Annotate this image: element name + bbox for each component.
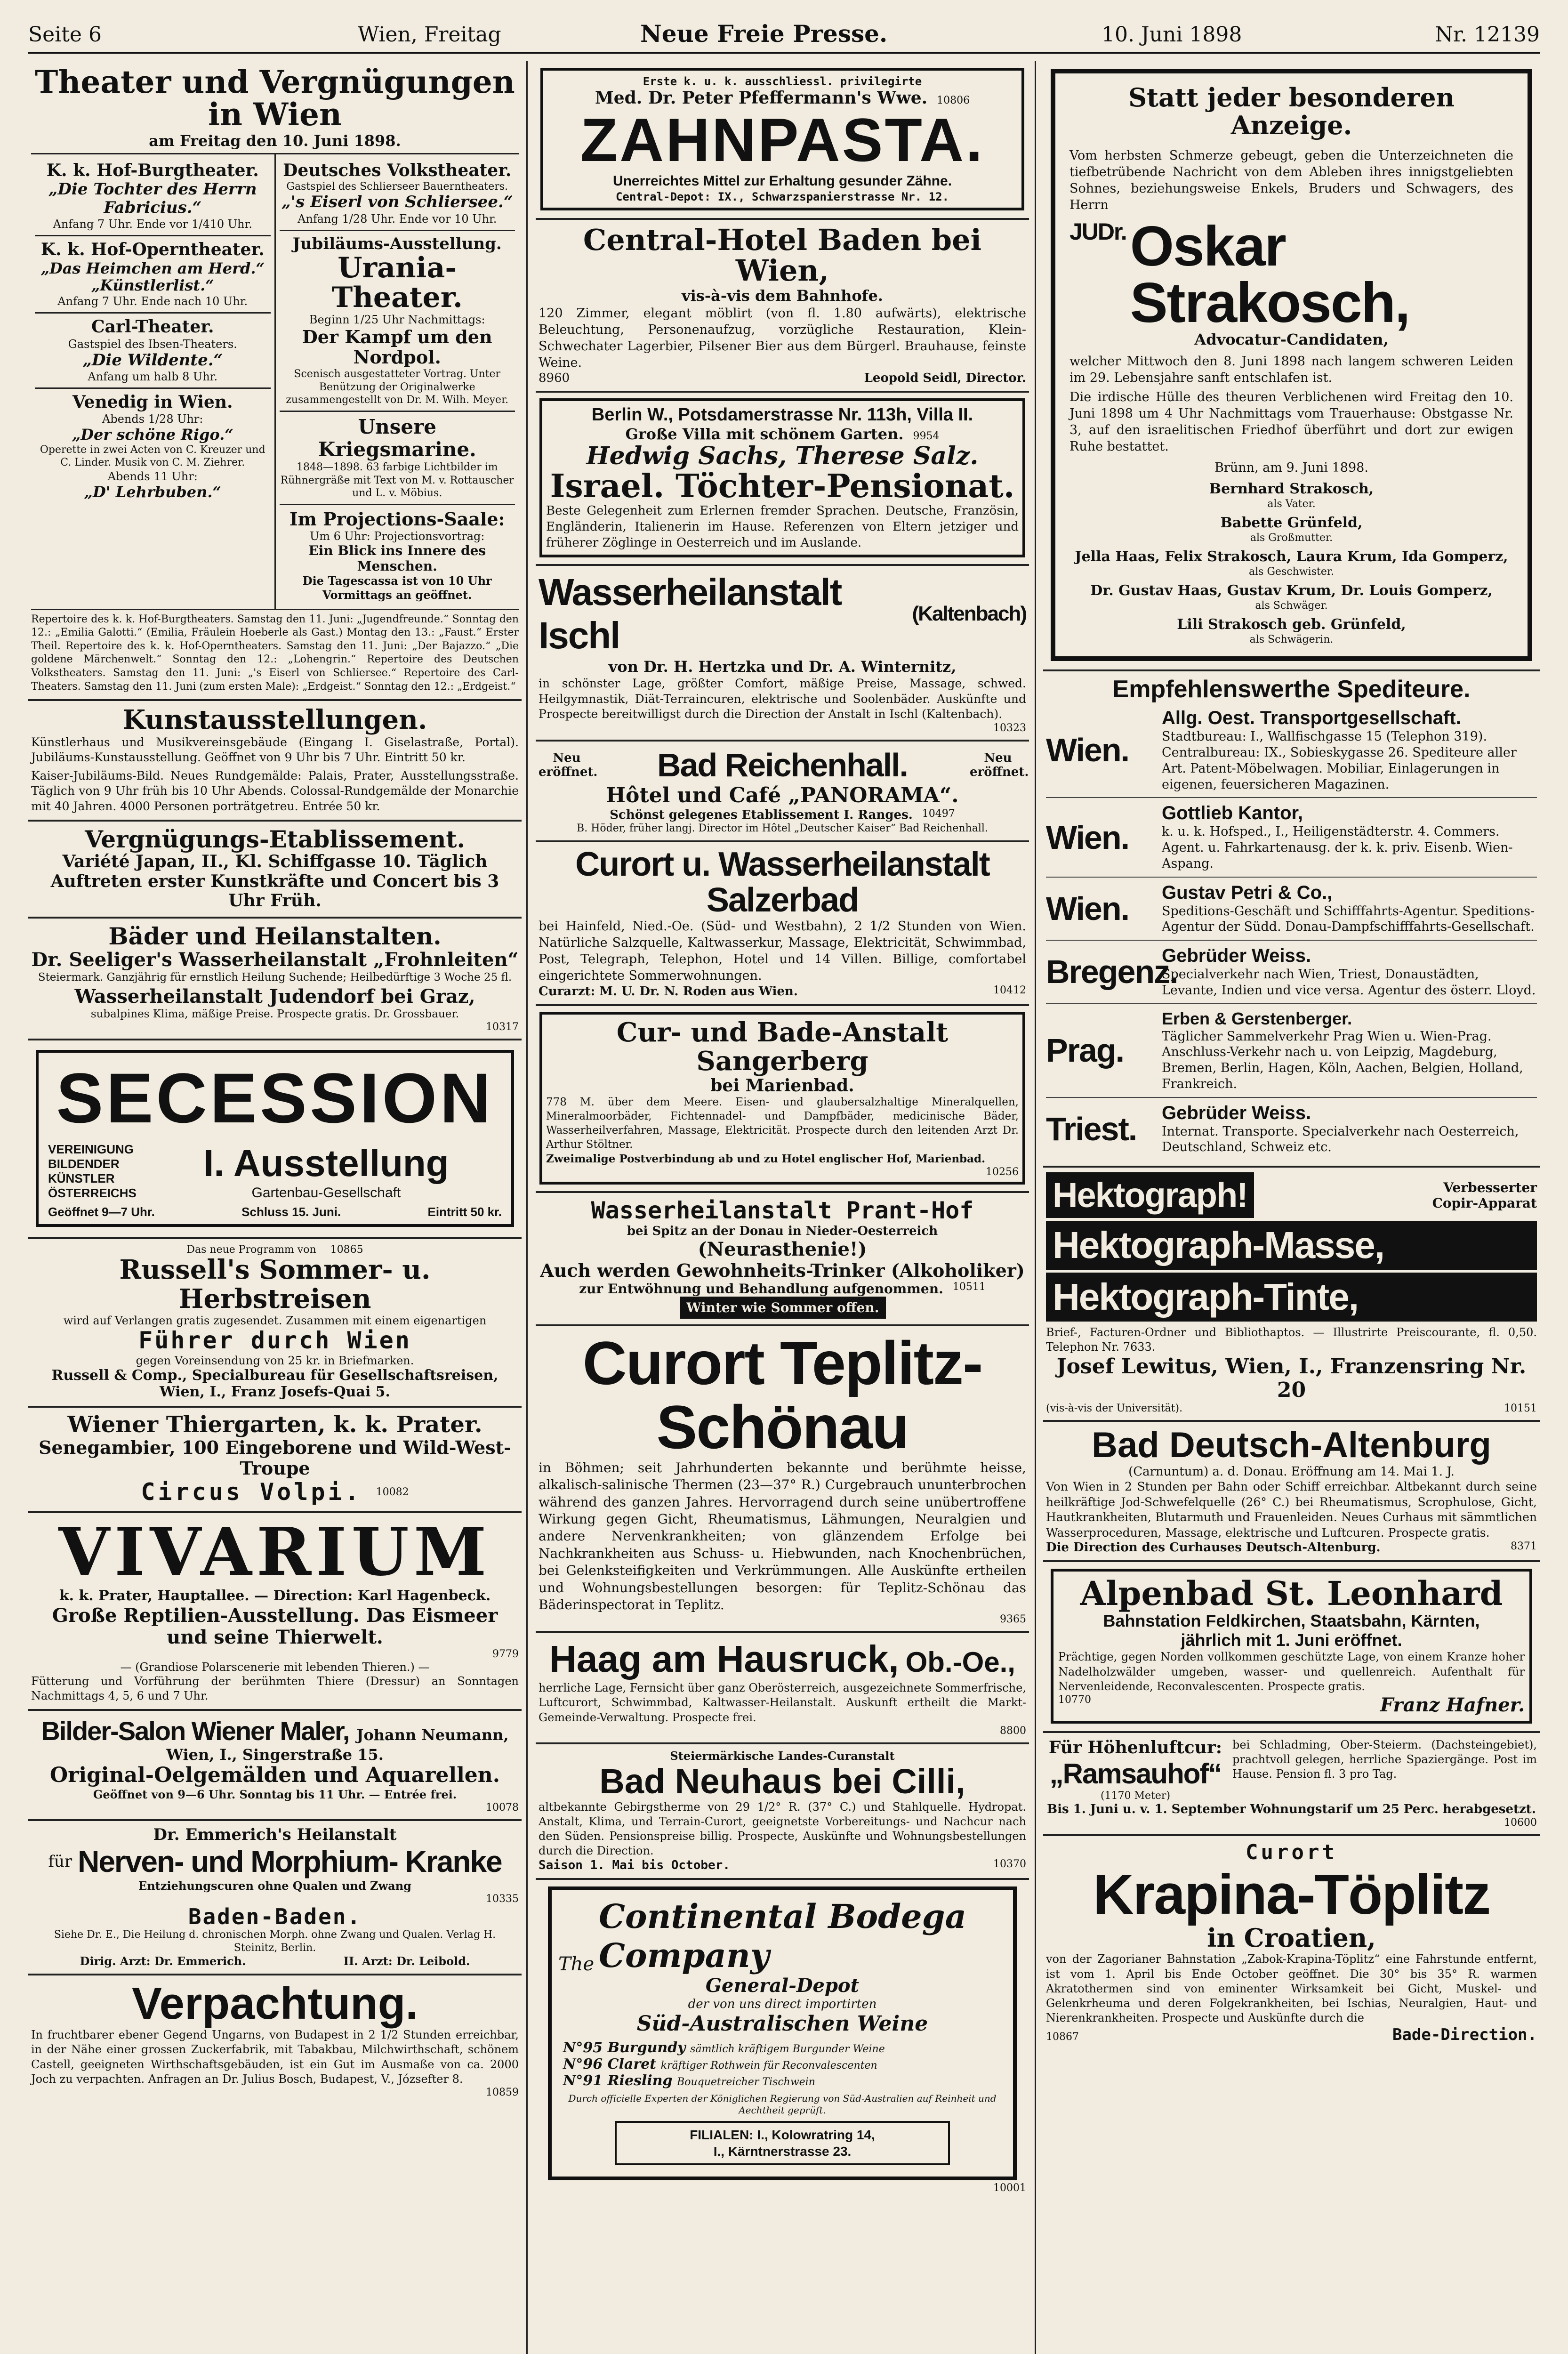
list-item: Wien. Gottlieb Kantor, k. u. k. Hofsped., I., Heiligenstädterstr. 4. Commers. Agent. u. Fahrkartenausg. der k. k. priv. Eisenb. Wien-Aspang. xyxy=(1046,798,1537,877)
sangerberg-ad: Cur- und Bade-Anstalt Sangerberg bei Marienbad. 778 M. über dem Meere. Eisen- und glaubersalzhaltige Mineralquellen, Mineralmoorbäder, Fichtennadel- und Dampfbäder, medicinische Bäder, Wasserheilverfahren, Massage, Elektricität. Prospecte durch den leitenden Arzt Dr. Arthur Stöltner. Zweimalige Postverbindung ab und zu Hotel englischer Hof, Marienbad. 10256 xyxy=(536,1006,1029,1193)
header-date: 10. Juni 1898 xyxy=(1102,23,1242,47)
theater-subtitle: am Freitag den 10. Juni 1898. xyxy=(149,131,401,150)
venedig-in-wien: Venedig in Wien. Abends 1/28 Uhr: „Der schöne Rigo.“ Operette in zwei Acten von C. Kreuzer und C. Linder. Musik von C. M. Ziehrer. Abends 11 Uhr: „D' Lehrbuben.“ xyxy=(40,392,265,501)
reichenhall-ad: Neu eröffnet. Bad Reichenhall. Neu eröffnet. Hôtel und Café „PANORAMA“. Schönst gelegenes Etablissement I. Ranges. 10497 B. Höder, früher langj. Director im Hôtel „Deutscher Kaiser“ Bad Reichenhall. xyxy=(536,742,1029,842)
neuhaus-ad: Steiermärkische Landes-Curanstalt Bad Neuhaus bei Cilli, altbekannte Gebirgstherme von 29 1/2° R. (37° C.) und Stahlquelle. Hydropat. Anstalt, Klima, und Terrain-Curort, geeignetste Vorbereitungs- und Nachcur nach den Süden. Pensionspreise billig. Prospecte, Auskünfte und Wohnungsbestellungen durch die Direction. Saison 1. Mai bis October. 10370 xyxy=(536,1744,1029,1880)
masthead: Neue Freie Presse. xyxy=(640,20,888,48)
volkstheater: Deutsches Volkstheater. Gastspiel des Schlierseer Bauerntheaters. „'s Eiserl von Schliersee.“ Anfang 1/28 Uhr. Ende vor 10 Uhr. xyxy=(280,157,515,231)
carltheater: Carl-Theater. Gastspiel des Ibsen-Theaters. „Die Wildente.“ Anfang um halb 8 Uhr. xyxy=(35,314,271,388)
krapina-ad: Curort Krapina-Töplitz in Croatien, von der Zagorianer Bahnstation „Zabok-Krapina-Töplitz“ eine Fahrstunde entfernt, ist vom 1. April bis Ende October geöffnet. Die 30° bis 35° R. warmen Akratothermen sind von eminenter Wirksamkeit bei Gicht, Muskel- und Gelenkrheuma und deren Folgekrankheiten, bei Ischias, Neuralgien, Haut- und Nierenkrankheiten. Prospecte und Auskünfte durch die 10867 Bade-Direction. xyxy=(1046,1840,1537,2045)
burgtheater: K. k. Hof-Burgtheater. „Die Tochter des Herrn Fabricius.“ Anfang 7 Uhr. Ende vor 1/410 Uhr. xyxy=(35,157,271,237)
list-item: Wien. Allg. Oest. Transportgesellschaft. Stadtbureau: I., Wallfischgasse 15 (Telephon 319). Centralbureau: IX., Sobieskygasse 26. Spediteure aller Art. Patent-Möbelwagen. Mobiliar, Einlagerungen in eigenen, feuersicheren Magazinen. xyxy=(1046,703,1537,798)
list-item: Prag. Erben & Gerstenberger. Täglicher Sammelverkehr Prag Wien u. Wien-Prag. Anschluss-Verkehr nach u. von Leipzig, Magdeburg, Bremen, Berlin, Hagen, Köln, Aachen, Belgien, Holland, Frankreich. xyxy=(1046,1004,1537,1098)
salzerbad-ad: Curort u. Wasserheilanstalt Salzerbad bei Hainfeld, Nied.-Oe. (Süd- und Westbahn), 2 1/2 Stunden von Wien. Natürliche Salzquelle, Kaltwasserkur, Massage, Elektricität, Schwimmbad, Post, Telegraph, Telephon, Hotel und 14 Villen. Billige, comfortabel eingerichtete Sommerwohnungen. Curarzt: M. U. Dr. N. Roden aus Wien. 10412 xyxy=(536,842,1029,1006)
repertoire: Repertoire des k. k. Hof-Burgtheaters. Samstag den 11. Juni: „Jugendfreunde.“ Sonntag den 12.: „Emilia Galotti.“ (Emilia, Fräulein Hoeberle als Gast.) Montag den 13.: „Faust.“ Erster Theil. Repertoire des k. k. Hof-Operntheaters. Samstag den 11. Juni: „Der Bajazzo.“ „Die goldene Märchenwelt.“ Sonntag den 12.: „Lohengrin.“ Repertoire des Deutschen Volkstheaters. Samstag den 11. Juni: „'s Eiserl von Schliersee.“ Repertoire des Carl-Theaters. Samstag den 11. Juni (zum ersten Male): „Erdgeist.“ Sonntag den 12.: „Erdgeist.“ xyxy=(31,609,519,694)
ramsauhof-ad: Für Höhenluftcur: „Ramsauhof“ (1170 Meter) bei Schladming, Ober-Steierm. (Dachsteingebiet), prachtvoll gelegen, herrliche Spaziergänge. Post im Hause. Pension fl. 3 pro Tag. Bis 1. Juni u. v. 1. September Wohnungstarif um 25 Perc. herabgesetzt. 10600 xyxy=(1043,1733,1540,1837)
urania-theater: Jubiläums-Ausstellung. Urania-Theater. Beginn 1/25 Uhr Nachmittags: Der Kampf um den Nordpol. Scenisch ausgestatteter Vortrag. Unter Benützung der Originalwerke zusammengestellt von Dr. M. Wilh. Meyer. xyxy=(280,231,515,412)
tiergarten-ad: Wiener Thiergarten, k. k. Prater. Senegambier, 100 Eingeborene und Wild-West-Troupe Circus Volpi. 10082 xyxy=(28,1408,522,1513)
column-rule-2 xyxy=(1035,61,1036,2354)
zahnpasta-ad: Erste k. u. k. ausschliessl. privilegirte Med. Dr. Peter Pfeffermann's Wwe. 10806 ZAHNPASTA. Unerreichtes Mittel zur Erhaltung gesunder Zähne. Central-Depot: IX., Schwarzspanierstrasse Nr. 12. xyxy=(536,61,1029,220)
column-rule-1 xyxy=(526,61,528,2354)
baeder-heilanstalten: Bäder und Heilanstalten. Dr. Seeliger's Wasserheilanstalt „Frohnleiten“ Steiermark. Ganzjährig für ernstlich Heilung Suchende; Heilbedürftige 3 Woche 25 fl. Wasserheilanstalt Judendorf bei Graz, subalpines Klima, mäßige Preise. Prospecte gratis. Dr. Grossbauer. 10317 xyxy=(28,919,522,1041)
list-item: Bregenz. Gebrüder Weiss. Specialverkehr nach Wien, Triest, Donaustädten, Levante, Indien und vice versa. Agentur des österr. Lloyd. xyxy=(1046,941,1537,1004)
teplitz-ad: Curort Teplitz-Schönau in Böhmen; seit Jahrhunderten bekannte und berühmte heisse, alkalisch-salinische Thermen (23—37° R.) Curgebrauch ununterbrochen während des ganzen Jahres. Hervorragend durch seine unübertroffene Wirkung gegen Gicht, Rheumatismus, Lähmungen, Neuralgien und andere Nervenkrankheiten; von glänzendem Erfolge bei Nachkrankheiten aus Schuss- u. Hiebwunden, nach Knochenbrüchen, bei Gelenksteifigkeiten und Verkrümmungen. Alle Auskünfte ertheilen und Wohnungsbestellungen besorgen: für Teplitz-Schönau das Bäderinspectorat in Teplitz. 9365 xyxy=(536,1326,1029,1633)
vergnuegungs-etablissement: Vergnügungs-Etablissement. Variété Japan, II., Kl. Schiffgasse 10. Täglich Auftreten erster Kunstkräfte und Concert bis 3 Uhr Früh. xyxy=(28,822,522,918)
page-header xyxy=(28,14,1540,54)
list-item: Triest. Gebrüder Weiss. Internat. Transporte. Specialverkehr nach Oesterreich, Deutschland, Schweiz etc. xyxy=(1046,1102,1519,1155)
column-middle xyxy=(536,61,1029,2354)
list-item: Wien. Gustav Petri & Co., Speditions-Geschäft und Schifffahrts-Agentur. Speditions-Agentur der Südd. Donau-Dampfschifffahrts-Gesellschaft. xyxy=(1046,878,1537,941)
theater-title: Theater und Vergnügungen in Wien xyxy=(35,64,515,133)
leonhard-ad: Alpenbad St. Leonhard Bahnstation Feldkirchen, Staatsbahn, Kärnten, jährlich mit 1. Juni eröffnet. Prächtige, gegen Norden vollkommen geschützte Lage, von einem Kranze hoher Nadelholzwälder umgeben, wasser- und quellenreich. Aufenthalt für Nervenleidende, Reconvalescenten. Prospecte gratis. 10770 Franz Hafner. xyxy=(1043,1562,1540,1733)
issue-number: Nr. 12139 xyxy=(1435,23,1540,47)
pensionat-ad: Berlin W., Potsdamerstrasse Nr. 113h, Villa II. Große Villa mit schönem Garten. 9954 Hedwig Sachs, Therese Salz. Israel. Töchter-Pensionat. Beste Gelegenheit zum Erlernen fremder Sprachen. Deutsche, Französin, Engländerin, Italienerin im Hause. Referenzen von Eltern jetziger und früherer Zöglinge in Oesterreich und im Auslande. xyxy=(536,393,1029,566)
theater-listings xyxy=(28,61,522,701)
spediteure-list: Empfehlenswerthe Spediteure. Wien. Allg. Oest. Transportgesellschaft. Stadtbureau: I., Wallfischgasse 15 (Telephon 319). Centralbureau: IX., Sobieskygasse 26. Spediteure aller Art. Patent-Möbelwagen. Mobiliar, Einlagerungen in eigenen, feuersicheren Magazinen. Wien. Gottlieb Kantor, k. u. k. Hofsped., I., Heiligenstädterstr. 4. Commers. Agent. u. Fahrkartenausg. der k. k. priv. Eisenb. Wien-Aspang. Wien. Gustav Petri & Co., Speditions-Geschäft und Schifffahrts-Agentur. Speditions-Agentur der Südd. Donau-Dampfschifffahrts-Gesellschaft. Bregenz. Gebrüder Weiss. Specialverkehr nach Wien, Triest, Donaustädten, Levante, Indien und vice versa. Agentur des österr. Lloyd. Prag. Erben & Gerstenberger. Täglicher Sammelverkehr Prag Wien u. Wien-Prag. Anschluss-Verkehr nach u. von Leipzig, Magdeburg, Bremen, Berlin, Hagen, Köln, Aachen, Belgien, Holland, Frankreich. Triest. Gebrüder Weiss. Internat. Transporte. Specialverkehr nach Oesterreich, Deutschland, Schweiz etc. xyxy=(1043,671,1540,1168)
maler-ad: Bilder-Salon Wiener Maler, Johann Neumann, Wien, I., Singerstraße 15. Original-Oelgemälden und Aquarellen. Geöffnet von 9—6 Uhr. Sonntag bis 11 Uhr. — Entrée frei. 10078 xyxy=(28,1711,522,1821)
vivarium-ad: VIVARIUM k. k. Prater, Hauptallee. — Direction: Karl Hagenbeck. Große Reptilien-Ausstellung. Das Eismeer und seine Thierwelt. 9779 — (Grandiose Polarscenerie mit lebenden Thieren.) — Fütterung und Vorführung der berühmten Thiere (Dressur) an Sonntagen Nachmittags 4, 5, 6 und 7 Uhr. xyxy=(28,1513,522,1711)
verpachtung-ad: Verpachtung. In fruchtbarer ebener Gegend Ungarns, von Budapest in 2 1/2 Stunden erreichbar, in der Nähe einer grossen Zuckerfabrik, mit Tabakbau, Milchwirthschaft, schönem Castell, geeigneten Wirthschaftsgebäuden, ist ein Gut im Ausmaße von ca. 2000 Joch zu verpachten. Anfragen an Dr. Julius Bosch, Budapest, V., Józsefter 8. 10859 xyxy=(31,1978,519,2098)
kunstausstellungen: Kunstausstellungen. Künstlerhaus und Musikvereinsgebäude (Eingang I. Giselastraße, Portal). Jubiläums-Kunstausstellung. Geöffnet von 9 Uhr bis 7 Uhr. Eintritt 50 kr. Kaiser-Jubiläums-Bild. Neues Rundgemälde: Palais, Prater, Ausstellungsstraße. Täglich von 9 Uhr früh bis 10 Uhr Abends. Colossal-Rundgemälde der Monarchie mit 40 Jahren. 4000 Personen porträtgetreu. Entrée 50 kr. xyxy=(28,701,522,822)
bodega-ad: The Continental Bodega Company General-Depot der von uns direct importirten Süd-Australischen Weine N°95 Burgundy sämtlich kräftigem Burgunder Weine N°96 Claret kräftiger Rothwein für Reconvalescenten N°91 Riesling Bouquetreicher Tischwein Durch officielle Experten der Königlichen Regierung von Süd-Australien auf Reinheit und Aechtheit geprüft. FILIALEN: I., Kolowratring 14, I., Kärntnerstrasse 23. 10001 xyxy=(536,1880,1029,2200)
russell-ad: Das neue Programm von 10865 Russell's Sommer- u. Herbstreisen wird auf Verlangen gratis zugesendet. Zusammen mit einem eigenartigen Führer durch Wien gegen Voreinsendung von 25 kr. in Briefmarken. Russell & Comp., Specialbureau für Gesellschaftsreisen, Wien, I., Franz Josefs-Quai 5. xyxy=(28,1239,522,1408)
strakosch-obituary: Statt jeder besonderen Anzeige. Vom herbsten Schmerze gebeugt, geben die Unterzeichneten die tiefbetrübende Nachricht von dem Ableben ihres innigstgeliebten Sohnes, beziehungsweise Enkels, Bruders und Schwagers, des Herrn JUDr. Oskar Strakosch, Advocatur-Candidaten, welcher Mittwoch den 8. Juni 1898 nach langem schweren Leiden im 29. Lebensjahre sanft entschlafen ist. Die irdische Hülle des theuren Verblichenen wird Freitag den 10. Juni 1898 um 4 Uhr Nachmittags vom Trauerhause: Obstgasse Nr. 3, auf den israelitischen Friedhof überführt und dort zur ewigen Ruhe bestattet. Brünn, am 9. Juni 1898. Bernhard Strakosch, als Vater. Babette Grünfeld, als Großmutter. Jella Haas, Felix Strakosch, Laura Krum, Ida Gomperz, als Geschwister. Dr. Gustav Haas, Gustav Krum, Dr. Louis Gomperz, als Schwäger. Lili Strakosch geb. Grünfeld, als Schwägerin. xyxy=(1043,61,1540,671)
emmerich-ad: Dr. Emmerich's Heilanstalt für Nerven- und Morphium- Kranke Entziehungscuren ohne Qualen und Zwang 10335 Baden-Baden. Siehe Dr. E., Die Heilung d. chronischen Morph. ohne Zwang und Qualen. Verlag H. Steinitz, Berlin. Dirig. Arzt: Dr. Emmerich. II. Arzt: Dr. Leibold. xyxy=(28,1821,522,1976)
central-hotel-ad: Central-Hotel Baden bei Wien, vis-à-vis dem Bahnhofe. 120 Zimmer, elegant möblirt (von fl. 1.80 aufwärts), elektrische Beleuchtung, Personenaufzug, vorzügliche Restauration, Klein-Schwechater Lagerbier, Pilsener Bier aus dem Bürgerl. Brauhause, feinste Weine. 8960 Leopold Seidl, Director. xyxy=(536,220,1029,393)
projections-saal: Im Projections-Saale: Um 6 Uhr: Projectionsvortrag: Ein Blick ins Innere des Menschen. Die Tagescassa ist von 10 Uhr Vormittags an geöffnet. xyxy=(289,508,505,602)
ischl-ad: Wasserheilanstalt Ischl (Kaltenbach) von Dr. H. Hertzka und Dr. A. Winternitz, in schönster Lage, größter Comfort, mäßige Preise, Massage, schwed. Heilgymnastik, Diät-Terraincuren, elektrische und Soolenbäder. Auskünfte und Prospecte bereitwilligst durch die Direction der Anstalt in Ischl (Kaltenbach). 10323 xyxy=(536,566,1029,742)
operntheater: K. k. Hof-Operntheater. „Das Heimchen am Herd.“ „Künstlerlist.“ Anfang 7 Uhr. Ende nach 10 Uhr. xyxy=(35,236,271,314)
kriegsmarine: Unsere Kriegsmarine. 1848—1898. 63 farbige Lichtbilder im Rühnergräße mit Text von M. v. Rottauscher und L. v. Möbius. xyxy=(280,412,515,505)
prant-hof-ad: Wasserheilanstalt Prant-Hof bei Spitz an der Donau in Nieder-Oesterreich (Neurasthenie!) Auch werden Gewohnheits-Trinker (Alkoholiker) zur Entwöhnung und Behandlung aufgenommen. 10511 Winter wie Sommer offen. xyxy=(536,1193,1029,1326)
haag-ad: Haag am Hausruck, Ob.-Oe., herrliche Lage, Fernsicht über ganz Oberösterreich, ausgezeichnete Sommerfrische, Luftcurort, Schwimmbad, Kaltwasser-Heilanstalt. Auskunft ertheilt die Markt-Gemeinde-Verwaltung. Prospecte frei. 8800 xyxy=(536,1633,1029,1744)
altenburg-ad: Bad Deutsch-Altenburg (Carnuntum) a. d. Donau. Eröffnung am 14. Mai 1. J. Von Wien in 2 Stunden per Bahn oder Schiff erreichbar. Altbekannt durch seine heilkräftige Jod-Schwefelquelle (26° C.) bei Rheumatismus, Scrophulose, Gicht, Hautkrankheiten, Blutarmuth und Frauenleiden. Neues Curhaus mit sämmtlichen Wasserproceduren, Massage, elektrische und Luftcuren. Prospecte gratis. Die Direction des Curhauses Deutsch-Altenburg. 8371 xyxy=(1043,1422,1540,1562)
hektograph-ad: Hektograph! Verbesserter Copir-Apparat Hektograph-Masse, Hektograph-Tinte, Brief-, Facturen-Ordner und Bibliothaptos. — Illustrirte Preiscourante, fl. 0,50. Telephon Nr. 7633. Josef Lewitus, Wien, I., Franzensring Nr. 20 (vis-à-vis der Universität). 10151 xyxy=(1043,1168,1540,1422)
column-left xyxy=(28,61,522,2354)
secession-ad: SECESSION VEREINIGUNG BILDENDER KÜNSTLER ÖSTERREICHS I. Ausstellung Gartenbau-Gesellschaft Geöffnet 9—7 Uhr. Schluss 15. Juni. Eintritt 50 kr. xyxy=(28,1040,522,1239)
header-city-day: Wien, Freitag xyxy=(358,23,501,47)
column-right xyxy=(1043,61,1540,2354)
secession-logo: SECESSION xyxy=(56,1058,494,1138)
page-number: Seite 6 xyxy=(28,23,102,47)
